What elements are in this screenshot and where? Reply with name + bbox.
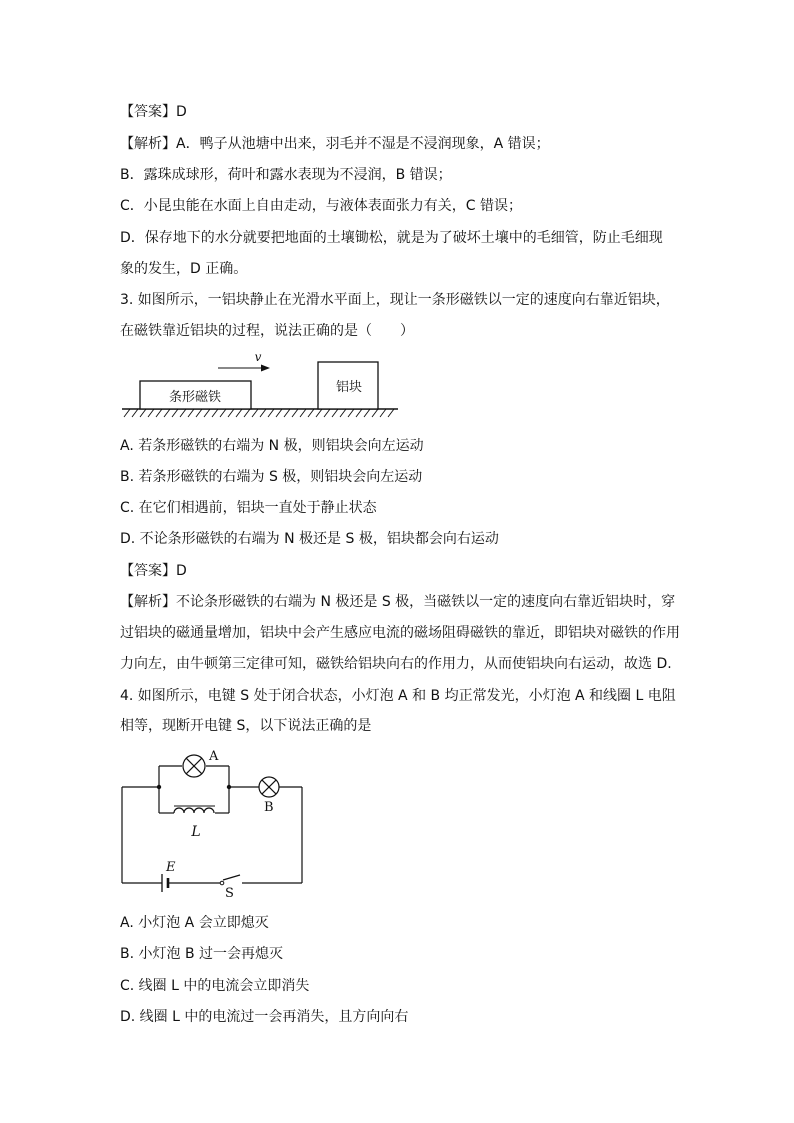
q3-option-c: C. 在它们相遇前，铝块一直处于静止状态 xyxy=(120,500,377,516)
lamp-b-label: B xyxy=(264,800,274,815)
velocity-label: v xyxy=(254,350,262,364)
ground-hatching xyxy=(124,409,394,417)
q3-analysis-line-2: 过铝块的磁通量增加，铝块中会产生感应电流的磁场阻碍磁铁的靠近，即铝块对磁铁的作用 xyxy=(120,625,680,641)
q2-analysis-line-2: B．露珠成球形，荷叶和露水表现为不浸润，B 错误； xyxy=(120,167,452,183)
coil-l-symbol xyxy=(174,808,214,813)
q2-analysis-line-4: D．保存地下的水分就要把地面的土壤锄松，就是为了破坏土壤中的毛细管，防止毛细现 xyxy=(120,230,663,246)
q3-answer: 【答案】D xyxy=(120,563,187,579)
q2-analysis-line-1: 【解析】A．鸭子从池塘中出来，羽毛并不湿是不浸润现象，A 错误； xyxy=(120,136,550,152)
q3-stem-line-1: 3. 如图所示，一铝块静止在光滑水平面上，现让一条形磁铁以一定的速度向右靠近铝块， xyxy=(120,292,670,308)
q3-analysis-line-3: 力向左，由牛顿第三定律可知，磁铁给铝块向右的作用力，从而使铝块向右运动，故选 D. xyxy=(120,656,672,672)
coil-l-label: L xyxy=(191,824,201,840)
velocity-arrowhead xyxy=(261,365,270,372)
q4-option-c: C. 线圈 L 中的电流会立即消失 xyxy=(120,978,310,994)
q3-stem-line-2: 在磁铁靠近铝块的过程，说法正确的是（ ） xyxy=(120,323,414,339)
q4-option-d: D. 线圈 L 中的电流过一会再消失，且方向向右 xyxy=(120,1009,409,1025)
q4-option-a: A. 小灯泡 A 会立即熄灭 xyxy=(120,915,269,931)
q3-option-b: B. 若条形磁铁的右端为 S 极，则铝块会向左运动 xyxy=(120,469,423,485)
q3-option-d: D. 不论条形磁铁的右端为 N 极还是 S 极，铝块都会向右运动 xyxy=(120,531,499,547)
q4-stem-line-1: 4. 如图所示，电键 S 处于闭合状态，小灯泡 A 和 B 均正常发光，小灯泡 A 和线圈 L 电阻 xyxy=(120,688,676,704)
bar-magnet-label: 条形磁铁 xyxy=(168,390,222,405)
lamp-b-symbol xyxy=(259,777,279,797)
q4-stem-line-2: 相等，现断开电键 S，以下说法正确的是 xyxy=(120,718,372,734)
q3-analysis-line-1: 【解析】不论条形磁铁的右端为 N 极还是 S 极，当磁铁以一定的速度向右靠近铝块时，穿 xyxy=(120,594,676,610)
q2-analysis-line-3: C．小昆虫能在水面上自由走动，与液体表面张力有关，C 错误； xyxy=(120,198,522,214)
lamp-a-label: A xyxy=(209,749,219,764)
switch-contact xyxy=(220,881,224,885)
junction-dot-left xyxy=(157,785,161,789)
q4-option-b: B. 小灯泡 B 过一会再熄灭 xyxy=(120,946,284,962)
q3-option-a: A. 若条形磁铁的右端为 N 极，则铝块会向左运动 xyxy=(120,438,424,454)
q2-analysis-line-5: 象的发生，D 正确。 xyxy=(120,261,248,277)
lamp-a-symbol xyxy=(183,755,205,777)
q4-circuit-figure xyxy=(116,748,312,898)
q2-answer: 【答案】D xyxy=(120,104,187,120)
junction-dot-right xyxy=(227,785,231,789)
switch-s-label: S xyxy=(225,886,234,898)
q3-figure xyxy=(118,348,403,420)
battery-e-label: E xyxy=(166,860,176,875)
aluminum-block-label: 铝块 xyxy=(335,380,363,395)
